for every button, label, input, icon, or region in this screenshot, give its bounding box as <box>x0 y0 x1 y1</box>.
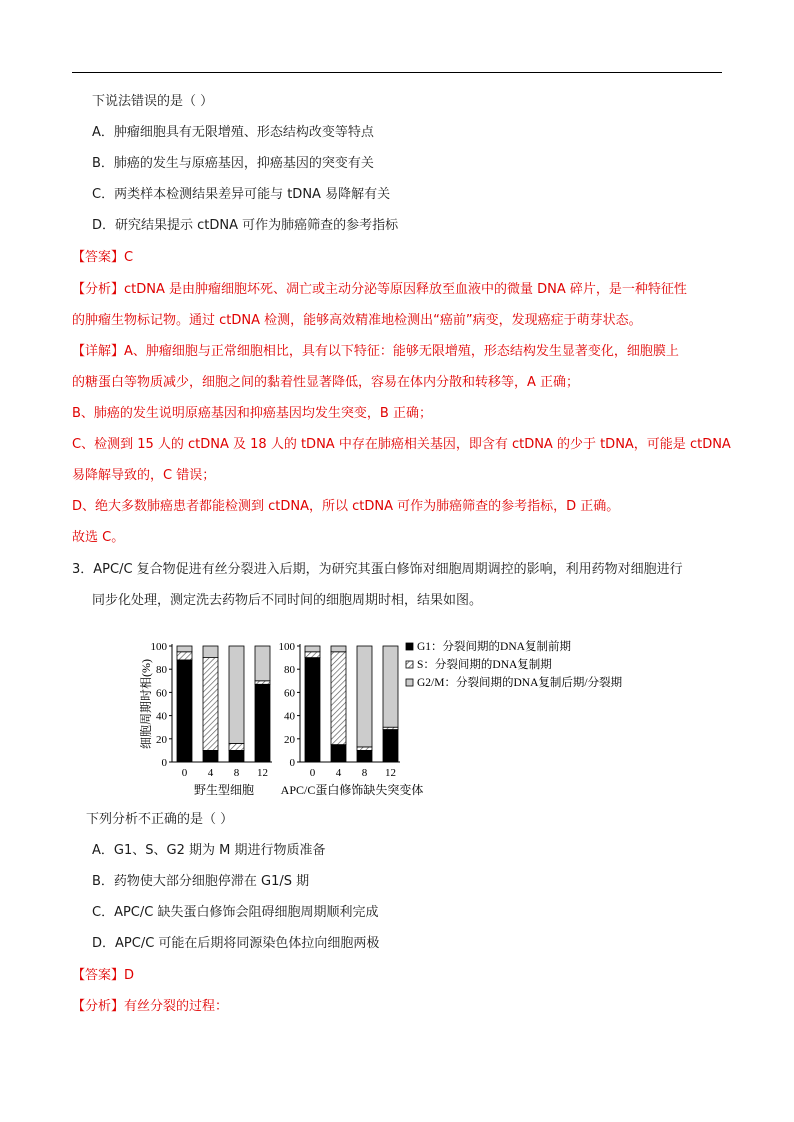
text-line-top-10: B、肺癌的发生说明原癌基因和抑癌基因均发生突变，B 正确； <box>72 406 432 421</box>
text-line-top-8: 【详解】A、肿瘤细胞与正常细胞相比，具有以下特征：能够无限增殖，形态结构发生显著变化，细胞膜上 <box>72 344 679 359</box>
text-line-top-13: D、绝大多数肺癌患者都能检测到 ctDNA，所以 ctDNA 可作为肺癌筛查的参考指标，D 正确。 <box>72 499 620 514</box>
text-line-bottom-5: 【答案】D <box>72 968 135 983</box>
bar-1-2-G2/M <box>357 646 372 747</box>
bar-1-2-S <box>357 747 372 750</box>
legend-swatch-1 <box>406 661 413 668</box>
text-line-top-0: 下说法错误的是（ ） <box>92 94 214 109</box>
text-line-top-1: A．肿瘤细胞具有无限增殖、形态结构改变等特点 <box>92 125 374 140</box>
y-tick-label-1-4: 80 <box>284 664 295 677</box>
legend-label-0: G1：分裂间期的DNA复制前期 <box>417 641 571 653</box>
y-tick-label-0-1: 20 <box>156 733 167 746</box>
bar-1-0-S <box>305 652 320 658</box>
bar-1-0-G1 <box>305 658 320 762</box>
y-tick-label-1-5: 100 <box>278 641 295 653</box>
text-line-top-5: 【答案】C <box>72 250 134 265</box>
text-line-bottom-1: A．G1、S、G2 期为 M 期进行物质准备 <box>92 843 326 858</box>
y-tick-label-1-2: 40 <box>284 710 295 723</box>
x-tick-label-1-0: 0 <box>309 767 316 779</box>
x-tick-label-1-2: 8 <box>361 767 368 779</box>
bar-0-1-S <box>203 658 218 751</box>
text-line-bottom-3: C．APC/C 缺失蛋白修饰会阻碍细胞周期顺利完成 <box>92 905 379 920</box>
bar-0-3-G2/M <box>255 646 270 681</box>
y-tick-label-0-4: 80 <box>156 664 167 677</box>
y-tick-label-0-3: 60 <box>156 687 167 700</box>
cell-cycle-chart <box>140 636 670 806</box>
text-line-top-4: D．研究结果提示 ctDNA 可作为肺癌筛查的参考指标 <box>92 218 399 233</box>
legend-swatch-2 <box>406 679 413 686</box>
x-tick-label-0-0: 0 <box>181 767 188 779</box>
y-tick-label-1-0: 0 <box>289 757 295 769</box>
panel-xlabel-1: APC/C蛋白修饰缺失突变体 <box>280 783 424 797</box>
bar-0-1-G2/M <box>203 646 218 658</box>
bar-1-3-G2/M <box>383 646 398 727</box>
legend-swatch-0 <box>406 643 413 650</box>
x-tick-label-0-2: 8 <box>233 767 240 779</box>
panel-xlabel-0: 野生型细胞 <box>193 783 255 797</box>
text-line-top-9: 的糖蛋白等物质减少，细胞之间的黏着性显著降低，容易在体内分散和转移等，A 正确； <box>72 375 580 390</box>
bar-0-1-G1 <box>203 750 218 762</box>
text-line-bottom-6: 【分析】有丝分裂的过程： <box>72 999 229 1014</box>
bar-1-3-G1 <box>383 730 398 762</box>
y-tick-label-0-0: 0 <box>161 757 167 769</box>
text-line-bottom-4: D．APC/C 可能在后期将同源染色体拉向细胞两极 <box>92 936 380 951</box>
text-line-top-3: C．两类样本检测结果差异可能与 tDNA 易降解有关 <box>92 187 391 202</box>
y-tick-label-0-5: 100 <box>150 641 167 653</box>
bar-1-0-G2/M <box>305 646 320 652</box>
bar-1-1-S <box>331 652 346 745</box>
text-line-top-6: 【分析】ctDNA 是由肿瘤细胞坏死、凋亡或主动分泌等原因释放至血液中的微量 DNA 碎片，是一种特征性 <box>72 282 687 297</box>
text-line-top-12: 易降解导致的，C 错误； <box>72 468 216 483</box>
text-line-bottom-2: B．药物使大部分细胞停滞在 G1/S 期 <box>92 874 310 889</box>
text-line-top-2: B．肺癌的发生与原癌基因，抑癌基因的突变有关 <box>92 156 374 171</box>
cell-cycle-chart-svg <box>140 636 670 806</box>
bar-0-2-G2/M <box>229 646 244 743</box>
bar-0-0-G1 <box>177 660 192 762</box>
bar-1-2-G1 <box>357 750 372 762</box>
bar-0-2-S <box>229 743 244 750</box>
text-line-top-15: 3．APC/C 复合物促进有丝分裂进入后期，为研究其蛋白修饰对细胞周期调控的影响，利用药物对细胞进行 <box>72 562 683 577</box>
y-tick-label-1-3: 60 <box>284 687 295 700</box>
x-tick-label-0-3: 12 <box>257 767 268 779</box>
x-tick-label-0-1: 4 <box>207 767 214 779</box>
x-tick-label-1-1: 4 <box>335 767 342 779</box>
bar-1-1-G1 <box>331 745 346 762</box>
y-tick-label-1-1: 20 <box>284 733 295 746</box>
bar-0-0-G2/M <box>177 646 192 652</box>
text-line-top-16: 同步化处理，测定洗去药物后不同时间的细胞周期时相，结果如图。 <box>92 593 483 608</box>
bar-0-3-G1 <box>255 684 270 762</box>
y-axis-label: 细胞周期时相(%) <box>140 659 153 749</box>
legend-label-1: S：分裂间期的DNA复制期 <box>417 659 552 671</box>
text-line-bottom-0: 下列分析不正确的是（ ） <box>86 812 234 827</box>
bar-1-1-G2/M <box>331 646 346 652</box>
text-line-top-11: C、检测到 15 人的 ctDNA 及 18 人的 tDNA 中存在肺癌相关基因，即含有 ctDNA 的少于 tDNA，可能是 ctDNA <box>72 437 731 452</box>
bar-0-3-S <box>255 681 270 684</box>
bar-0-2-G1 <box>229 750 244 762</box>
bar-0-0-S <box>177 652 192 660</box>
legend-label-2: G2/M：分裂间期的DNA复制后期/分裂期 <box>417 677 623 689</box>
text-line-top-14: 故选 C。 <box>72 530 125 545</box>
header-rule <box>72 72 722 73</box>
x-tick-label-1-3: 12 <box>385 767 396 779</box>
text-line-top-7: 的肿瘤生物标记物。通过 ctDNA 检测，能够高效精准地检测出“癌前”病变，发现癌症于萌芽状态。 <box>72 313 642 328</box>
y-tick-label-0-2: 40 <box>156 710 167 723</box>
